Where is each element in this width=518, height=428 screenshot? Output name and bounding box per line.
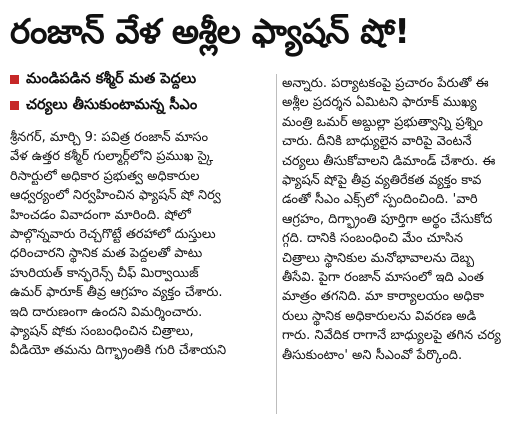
text-line: హురియత్ కాన్ఫరెన్స్ చీఫ్ మిర్వాయిజ్ (10, 265, 199, 281)
text-line: చర్యలు తీసుకోవాలని డిమాండ్ చేశారు. ఈ (282, 153, 496, 169)
text-line: చిత్రాలు స్థానికుల మనోభావాలను దెబ్బ (282, 250, 475, 266)
text-line: పాల్గొన్నవారు రెచ్చగొట్టే తరహాలో దుస్తులు (10, 227, 216, 243)
text-line: ఫ్యాషన్ షోపై తీవ్ర వ్యతిరేకత వ్యక్తం కావ (282, 173, 482, 189)
subhead-text: చర్యలు తీసుకుంటామన్న సీఎం (26, 97, 198, 113)
right-column (282, 74, 510, 428)
text-line: ఇది దారుణంగా ఉందని విమర్శించారు. (10, 304, 203, 320)
left-paragraph (10, 128, 272, 361)
text-line: చారు. దీనికి బాధ్యులైన వారిపై వెంటనే (282, 134, 472, 150)
text-line: శ్రీనగర్, మార్చి 9: పవిత్ర రంజాన్ మాసం (10, 130, 209, 145)
right-paragraph (282, 74, 510, 365)
left-column (10, 66, 272, 420)
text-line: వీడియో తమను దిగ్భ్రాంతికి గురి చేశాయని (10, 343, 227, 359)
column-divider (276, 74, 277, 414)
text-line: డంతో సీఎం ఎక్స్‌లో స్పందించింది. 'వారి (282, 192, 478, 208)
text-line: ఆగ్రహం, దిగ్భ్రాంతి పూర్తిగా అర్థం చేసుకోద (282, 211, 493, 227)
text-line: గారు. నివేదిక రాగానే బాధ్యులపై తగిన చర్య (282, 328, 501, 344)
text-line: రులు స్థానిక అధికారులను వివరణ అడి (282, 308, 477, 324)
text-line: మాత్రం తగనిది. మా కార్యాలయం అధికా (282, 289, 484, 305)
text-line: ఉమర్ ఫారూక్ తీవ్ర ఆగ్రహం వ్యక్తం చేశారు. (10, 285, 223, 301)
text-line: మంత్రి ఒమర్ అబ్దుల్లా ప్రభుత్వాన్ని ప్రశ్నిం (282, 114, 483, 130)
square-bullet-icon (10, 75, 19, 84)
subhead-text: మండిపడిన కశ్మీర్ మత పెద్దలు (26, 71, 197, 87)
text-line: ఆధ్వర్యంలో నిర్వహించిన ఫ్యాషన్ షో నిర్వ (10, 188, 221, 204)
text-line: అశ్లీల ప్రదర్శన ఏమిటని ఫారూక్ ముఖ్య (282, 95, 477, 111)
article-body (10, 66, 510, 420)
subhead (10, 92, 272, 118)
text-line: ధరించారని స్థానిక మత పెద్దలతో పాటు (10, 246, 203, 262)
text-line: ఫ్యాషన్ షోకు సంబంధించిన చిత్రాలు, (10, 324, 194, 340)
text-line: హించడం వివాదంగా మారింది. షోలో (10, 207, 191, 223)
square-bullet-icon (10, 101, 19, 110)
headline: రంజాన్ వేళ అశ్లీల ఫ్యాషన్ షో! (10, 12, 410, 52)
text-line: గ్గది. దానికి సంబంధించి మేం చూసిన (282, 231, 463, 247)
text-line: రిసార్టులో అధికార ప్రభుత్వ అధికారుల (10, 168, 200, 184)
subhead (10, 66, 272, 92)
text-line: అన్నారు. పర్యాటకంపై ప్రచారం పేరుతో ఈ (282, 76, 489, 91)
text-line: వేళ ఉత్తర కశ్మీర్ గుల్మార్గ్‌లోని ప్రముఖ స్కై (10, 149, 214, 165)
text-line: తీసుకుంటాం' అని సీఎంవో పేర్కొంది. (282, 347, 463, 363)
text-line: తీసేవి. పైగా రంజాన్ మాసంలో ఇది ఎంత (282, 270, 484, 286)
